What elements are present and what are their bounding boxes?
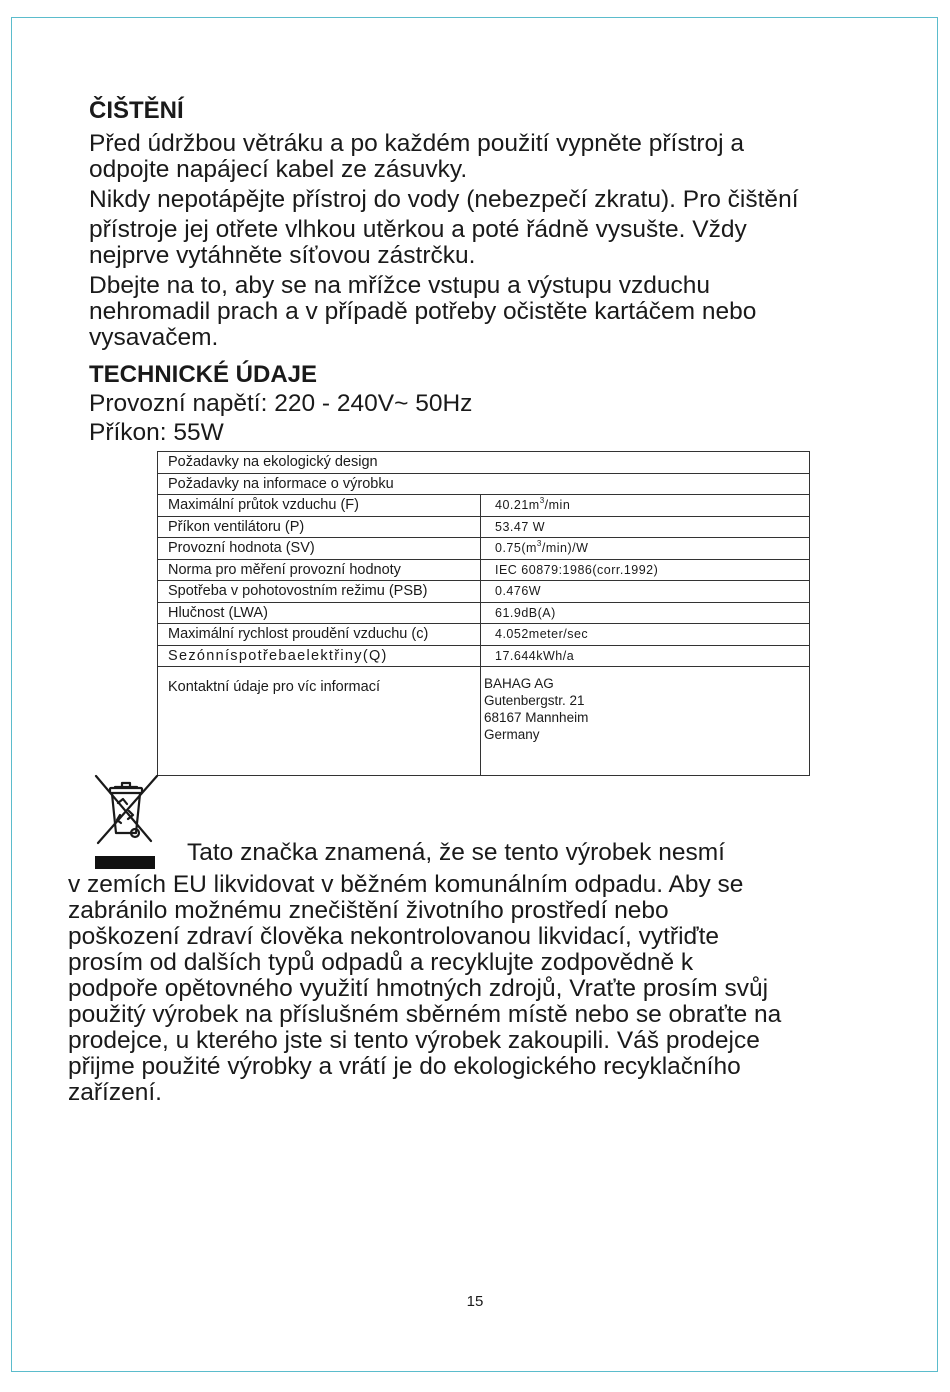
table-value (481, 667, 810, 776)
table-label: Provozní hodnota (SV) (158, 538, 481, 560)
table-value (481, 495, 810, 517)
disposal-line: použitý výrobek na příslušném sběrném místě nebo se obraťte na (68, 1001, 782, 1028)
contact-line: Gutenbergstr. 21 (484, 693, 585, 708)
table-row (158, 538, 810, 560)
disposal-line: zabránilo možnému znečištění životního prostředí nebo (68, 897, 669, 924)
table-value: 53.47 W (481, 516, 810, 538)
technical-heading: TECHNICKÉ ÚDAJE (89, 361, 318, 388)
cleaning-line: nehromadil prach a v případě potřeby očistěte kartáčem nebo (89, 298, 757, 325)
disposal-first-line: Tato značka znamená, že se tento výrobek nesmí (187, 839, 725, 866)
crossed-out-wheelie-bin-icon (93, 773, 161, 871)
disposal-line: prosím od dalších typů odpadů a recyklujte zodpovědně k (68, 949, 694, 976)
cleaning-line: Dbejte na to, aby se na mřížce vstupu a výstupu vzduchu (89, 272, 711, 299)
cleaning-line: odpojte napájecí kabel ze zásuvky. (89, 156, 468, 183)
table-label: Hlučnost (LWA) (158, 602, 481, 624)
disposal-line: přijme použité výrobky a vrátí je do ekologického recyklačního (68, 1053, 741, 1080)
table-label: Maximální rychlost proudění vzduchu (c) (158, 624, 481, 646)
value-sup: 3 (536, 539, 542, 549)
table-label: Spotřeba v pohotovostním režimu (PSB) (158, 581, 481, 603)
eco-design-table (157, 451, 810, 776)
table-value (481, 538, 810, 560)
disposal-text (68, 872, 781, 1106)
table-row (158, 624, 810, 646)
disposal-line: poškození zdraví člověka nekontrolovanou likvidací, vytřiďte (68, 923, 720, 950)
value-part: 40.21m (495, 498, 540, 513)
page-number: 15 (466, 1293, 484, 1310)
disposal-line: zařízení. (68, 1079, 162, 1106)
table-cell: Požadavky na ekologický design (158, 452, 810, 474)
table-row (158, 495, 810, 517)
table-row (158, 559, 810, 581)
table-row (158, 602, 810, 624)
contact-line: Germany (484, 727, 540, 742)
cleaning-line: nejprve vytáhněte síťovou zástrčku. (89, 242, 476, 269)
cleaning-line: Nikdy nepotápějte přístroj do vody (nebezpečí zkratu). Pro čištění (89, 186, 799, 213)
table-label: Příkon ventilátoru (P) (158, 516, 481, 538)
disposal-line: podpoře opětovného využití hmotných zdrojů, Vraťte prosím svůj (68, 975, 769, 1002)
contact-line: BAHAG AG (484, 676, 554, 691)
value-part: /min (544, 498, 571, 513)
voltage-line: Provozní napětí: 220 - 240V~ 50Hz (89, 390, 473, 417)
table-cell: Požadavky na informace o výrobku (158, 473, 810, 495)
table-value: 61.9dB(A) (481, 602, 810, 624)
table-row (158, 452, 810, 474)
cleaning-heading: ČIŠTĚNÍ (89, 97, 184, 124)
table-value: 4.052meter/sec (481, 624, 810, 646)
table-label: Maximální průtok vzduchu (F) (158, 495, 481, 517)
contact-line: 68167 Mannheim (484, 710, 589, 725)
table-value: 17.644kWh/a (481, 645, 810, 667)
cleaning-text (89, 131, 799, 351)
disposal-line: prodejce, u kterého jste si tento výrobek zakoupili. Váš prodejce (68, 1027, 760, 1054)
value-part: 0.75(m (495, 541, 537, 556)
table-row (158, 581, 810, 603)
value-sup: 3 (539, 496, 545, 506)
power-line: Příkon: 55W (89, 419, 224, 446)
table-label: Kontaktní údaje pro víc informací (158, 667, 481, 776)
table-value: IEC 60879:1986(corr.1992) (481, 559, 810, 581)
cleaning-line: vysavačem. (89, 324, 219, 351)
table-label: Norma pro měření provozní hodnoty (158, 559, 481, 581)
cleaning-line: Před údržbou větráku a po každém použití vypněte přístroj a (89, 130, 745, 157)
cleaning-line: přístroje jej otřete vlhkou utěrkou a poté řádně vysušte. Vždy (89, 216, 747, 243)
value-part: /min)/W (541, 541, 589, 556)
table-label: Sezónníspotřebaelektřiny(Q) (158, 645, 481, 667)
table-row (158, 667, 810, 776)
table-row (158, 645, 810, 667)
table-row (158, 473, 810, 495)
disposal-line: v zemích EU likvidovat v běžném komunálním odpadu. Aby se (68, 871, 744, 898)
table-value: 0.476W (481, 581, 810, 603)
table-row (158, 516, 810, 538)
